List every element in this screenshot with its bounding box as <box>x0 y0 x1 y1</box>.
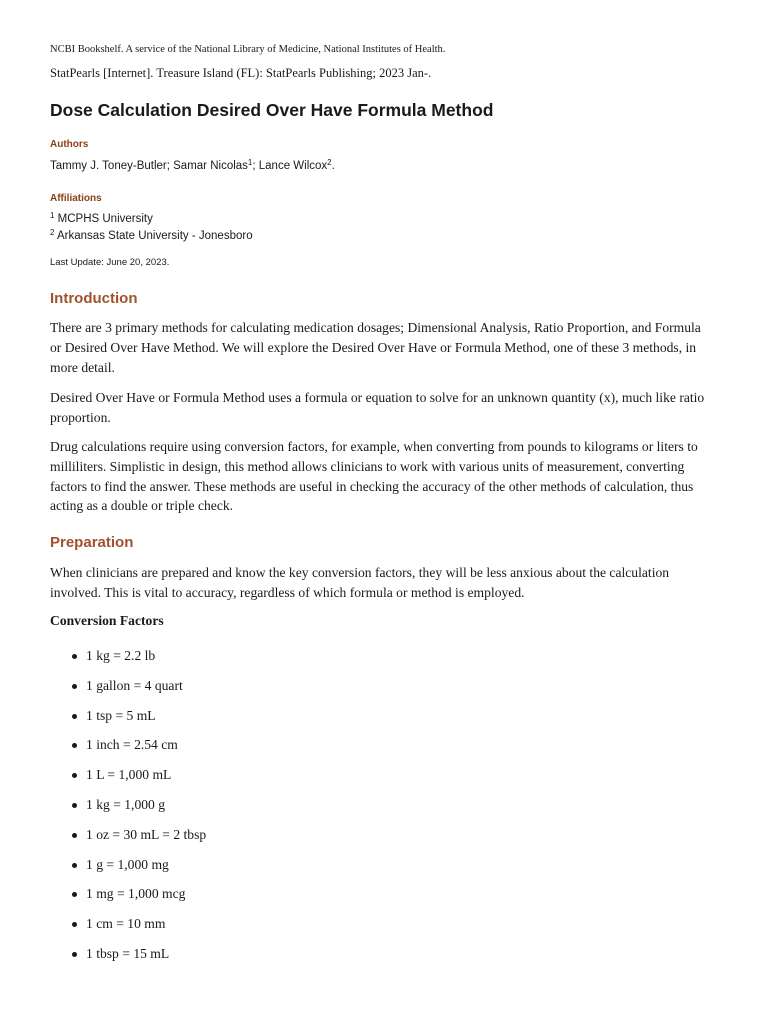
conversion-factors-heading: Conversion Factors <box>50 613 164 628</box>
list-item <box>50 855 206 885</box>
affiliation-name: Arkansas State University - Jonesboro <box>57 230 253 242</box>
publication-header: StatPearls [Internet]. Treasure Island (FL): StatPearls Publishing; 2023 Jan-. <box>50 66 432 80</box>
affiliation-number: 2 <box>50 228 55 237</box>
affiliation-marker[interactable]: 1 <box>247 158 253 167</box>
conversion-factor-text: 1 inch = 2.54 cm <box>86 737 178 753</box>
introduction-paragraph: There are 3 primary methods for calculating medication dosages; Dimensional Analysis, Ratio Proportion, and Formula or Desired Over Have Method. We will explore the Desired Over Have or Formula Method, one of these 3 methods, in more detail. <box>50 320 701 375</box>
conversion-factor-text: 1 cm = 10 mm <box>86 916 166 932</box>
author-name[interactable]: Samar Nicolas <box>173 160 248 172</box>
conversion-factor-text: 1 mg = 1,000 mcg <box>86 886 186 902</box>
list-item <box>50 646 206 676</box>
bullet-icon <box>72 892 77 897</box>
list-item <box>50 944 206 974</box>
list-item <box>50 884 206 914</box>
bullet-icon <box>72 714 77 719</box>
bullet-icon <box>72 654 77 659</box>
author-separator: ; <box>166 160 174 172</box>
author-separator: . <box>331 160 335 172</box>
conversion-factor-text: 1 oz = 30 mL = 2 tbsp <box>86 826 207 842</box>
author-name[interactable]: Tammy J. Toney-Butler <box>50 160 167 172</box>
preparation-heading: Preparation <box>50 534 134 551</box>
introduction-paragraph: Drug calculations require using conversion factors, for example, when converting from pounds to kilograms or liters to milliliters. Simplistic in design, this method allows clinicians to work with various units of measurement, converting factors to find the answer. These methods are useful in checking the accuracy of the other methods of calculation, thus acting as a double or triple check. <box>50 439 698 514</box>
list-item <box>50 914 206 944</box>
conversion-factor-text: 1 kg = 1,000 g <box>86 796 166 812</box>
authors-label: Authors <box>50 139 89 150</box>
bookshelf-header: NCBI Bookshelf. A service of the National Library of Medicine, National Institutes of Health. <box>50 44 446 55</box>
conversion-factor-text: 1 tsp = 5 mL <box>86 707 156 723</box>
bullet-icon <box>72 833 77 838</box>
conversion-factor-text: 1 gallon = 4 quart <box>86 677 183 693</box>
last-update: Last Update: June 20, 2023. <box>50 257 170 268</box>
conversion-factor-text: 1 tbsp = 15 mL <box>86 945 170 961</box>
list-item <box>50 825 206 855</box>
bullet-icon <box>72 773 77 778</box>
bullet-icon <box>72 803 77 808</box>
author-name[interactable]: Lance Wilcox <box>258 160 328 172</box>
bullet-icon <box>72 922 77 927</box>
bullet-icon <box>72 743 77 748</box>
affiliation-item <box>50 228 253 245</box>
conversion-factor-text: 1 L = 1,000 mL <box>86 767 172 783</box>
author-separator: ; <box>252 160 259 172</box>
authors-line <box>50 160 335 172</box>
conversion-factor-text: 1 g = 1,000 mg <box>86 856 169 872</box>
affiliations-label: Affiliations <box>50 193 102 204</box>
list-item <box>50 676 206 706</box>
list-item <box>50 706 206 736</box>
affiliation-item <box>50 211 253 228</box>
introduction-paragraph: Desired Over Have or Formula Method uses a formula or equation to solve for an unknown quantity (x), much like ratio proportion. <box>50 390 705 425</box>
affiliation-marker[interactable]: 2 <box>327 158 332 167</box>
bullet-icon <box>72 863 77 868</box>
affiliation-name: MCPHS University <box>57 213 153 225</box>
list-item <box>50 765 206 795</box>
list-item <box>50 795 206 825</box>
conversion-factor-text: 1 kg = 2.2 lb <box>86 648 156 663</box>
list-item <box>50 735 206 765</box>
affiliation-number: 1 <box>50 211 55 220</box>
bullet-icon <box>72 952 77 957</box>
preparation-paragraph: When clinicians are prepared and know the key conversion factors, they will be less anxious about the calculation involved. This is vital to accuracy, regardless of which formula or method is employed. <box>50 565 670 600</box>
bullet-icon <box>72 684 77 689</box>
conversion-factors-list <box>50 646 206 974</box>
affiliations-list <box>50 211 253 245</box>
introduction-heading: Introduction <box>50 290 138 307</box>
page-title: Dose Calculation Desired Over Have Formula Method <box>50 100 494 120</box>
